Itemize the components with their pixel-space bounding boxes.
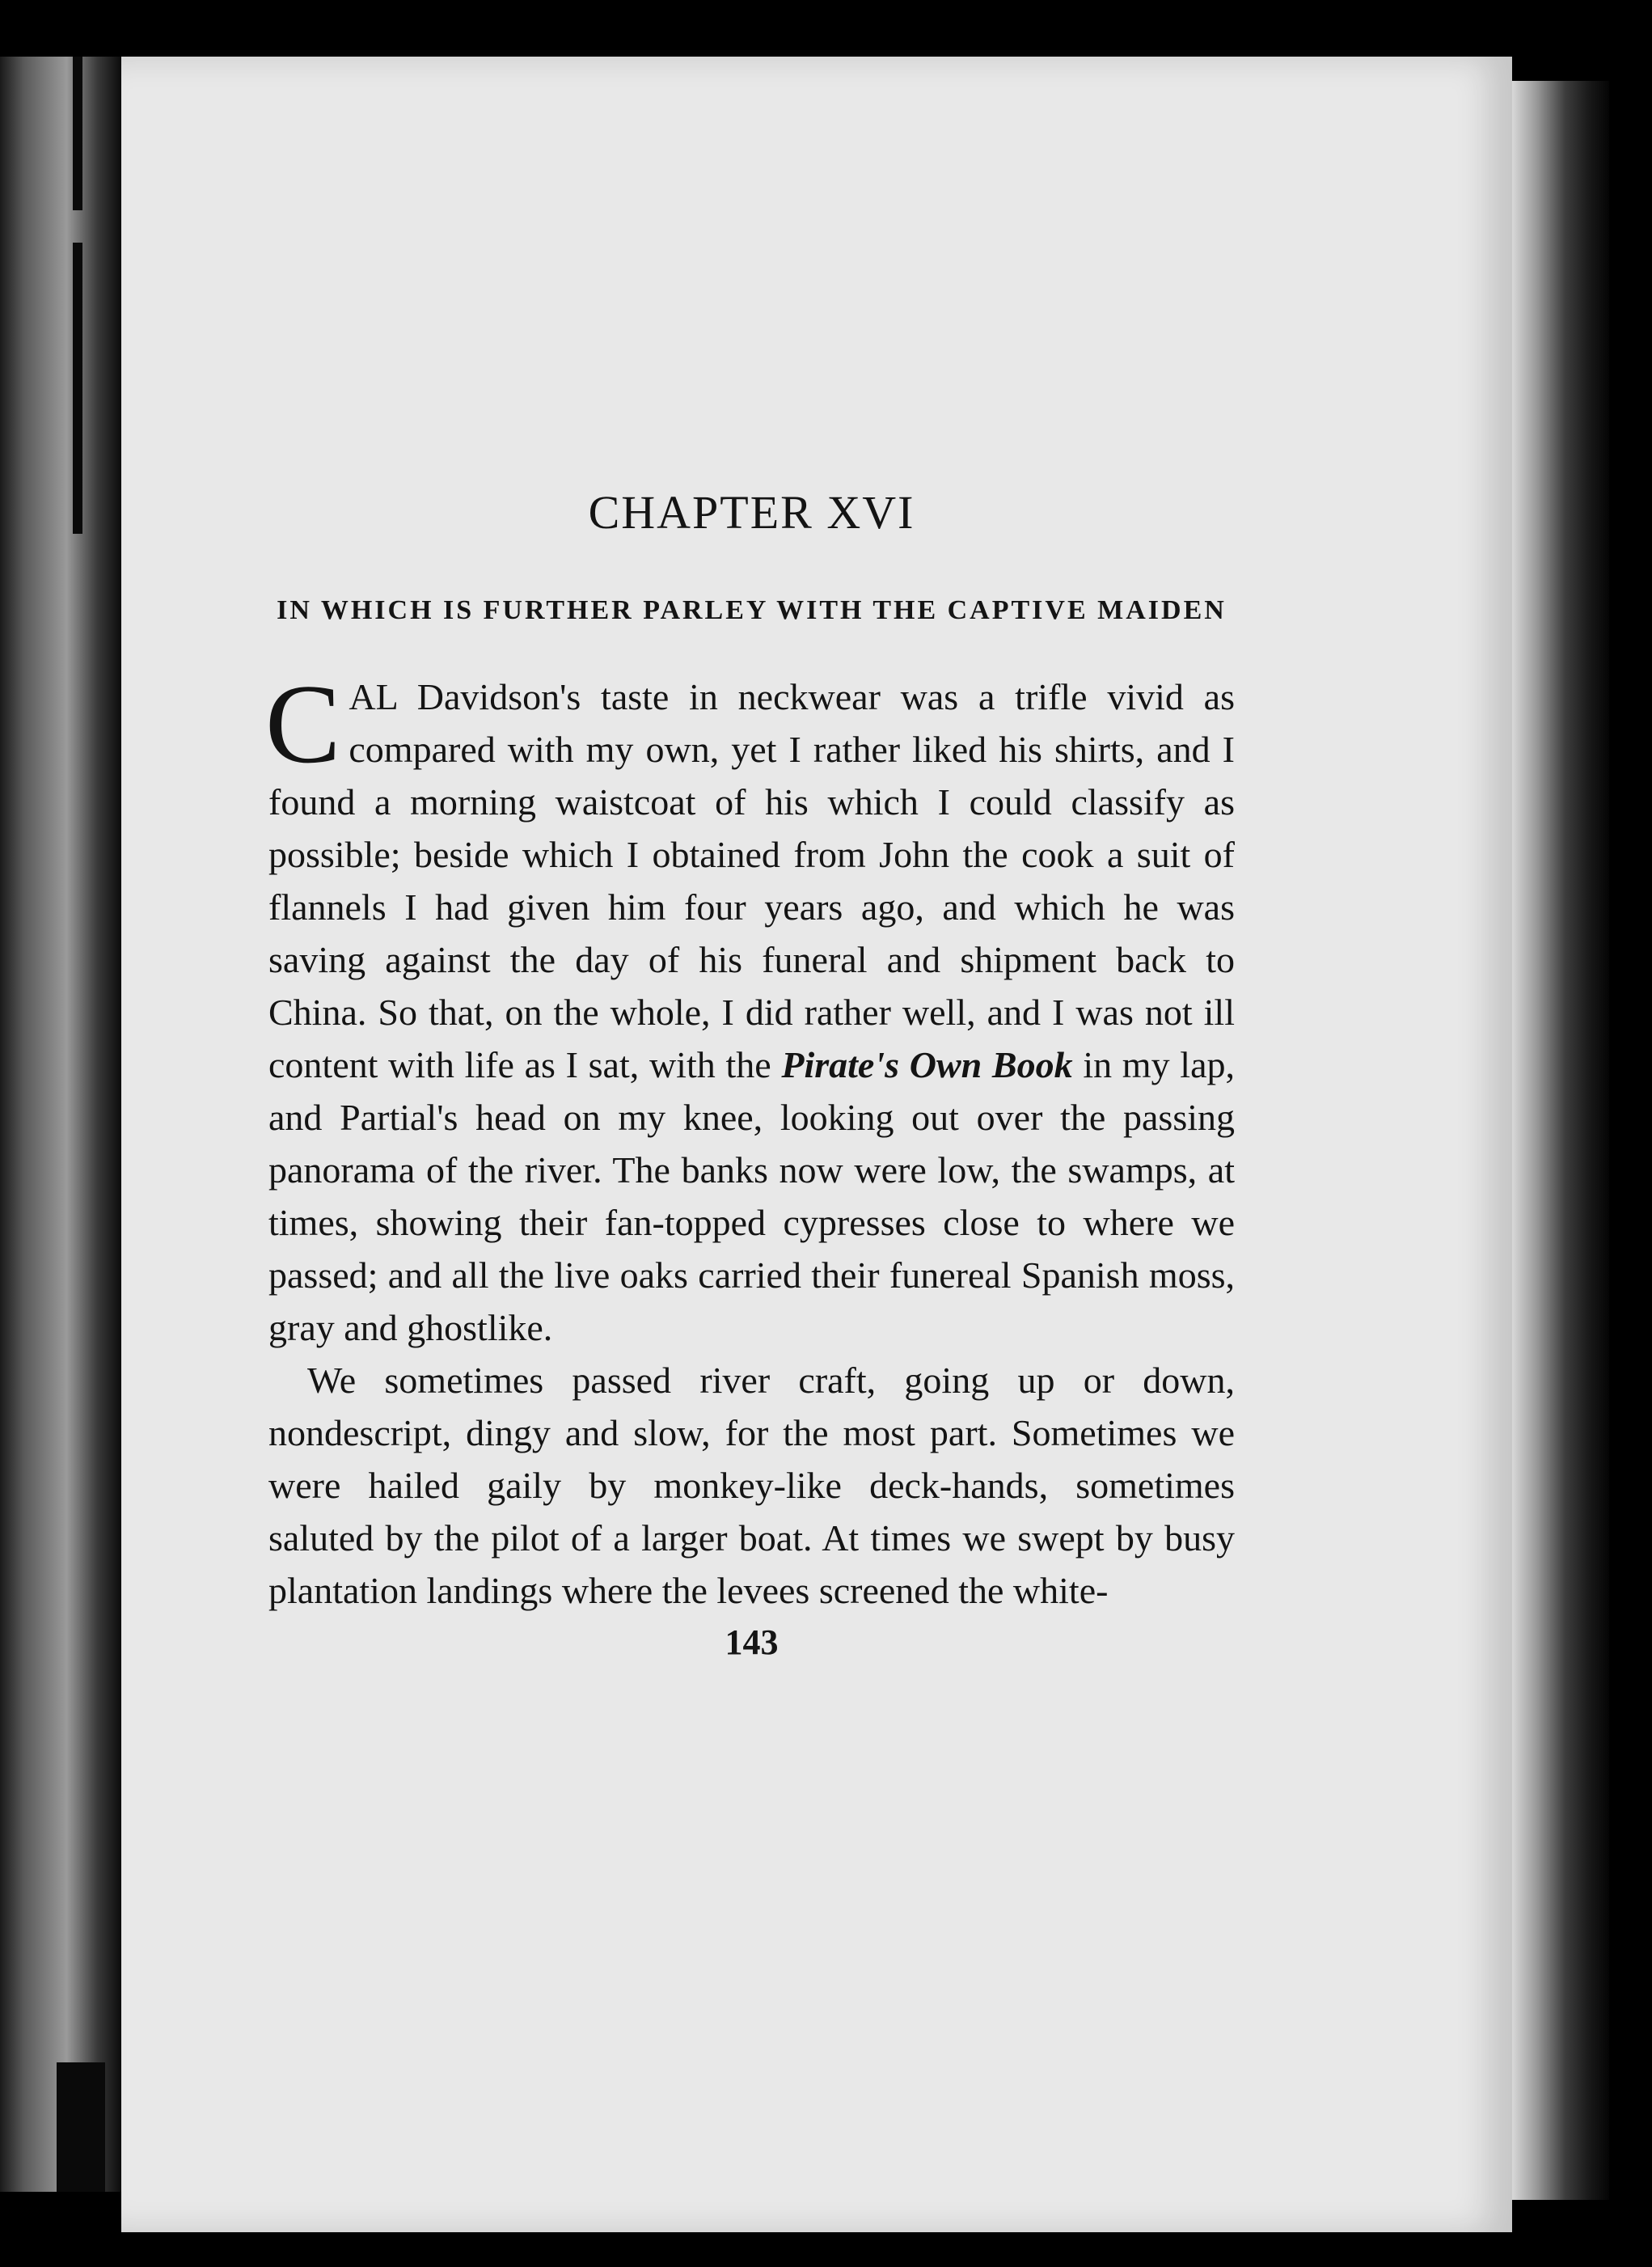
paragraph-2: We sometimes passed river craft, going up or down, nondescript, dingy and slow, for the most part. Sometimes we were hailed gaily by monkey-like deck-hands, sometimes saluted by the pilot of a larger boat. At times we swept by busy plantation landings where the levees screened the white- — [268, 1360, 1235, 1611]
paragraph-1-text-start: AL Davidson's taste in neckwear was a trifle vivid as compared with my own, yet I rather liked his shirts, and I found a morning waistcoat of his which I could classify as possible; beside which I obtained from John the cook a suit of flannels I had given him four years ago, and which he was saving against the day of his funeral and shipment back to China. So that, on the whole, I did rather well, and I was not ill content with life as I sat, with the — [268, 676, 1235, 1085]
left-edge-shadow-top — [73, 57, 82, 210]
page-content — [265, 485, 1235, 1663]
drop-cap: C — [265, 662, 341, 787]
paragraph-1 — [265, 662, 1235, 1354]
chapter-title: CHAPTER XVI — [588, 486, 915, 539]
left-page-edge — [0, 57, 121, 2192]
page-number: 143 — [725, 1622, 779, 1662]
paragraph-1-text-end: in my lap, and Partial's head on my knee, looking out over the passing panorama of the river. The banks now were low, the swamps, at times, showing their fan-topped cypresses close to where we passed; and all the live oaks carried their funereal Spanish moss, gray and ghostlike. — [268, 1044, 1235, 1348]
left-edge-shadow-bottom — [57, 2062, 105, 2192]
binding-gutter — [1512, 81, 1609, 2200]
left-edge-shadow-middle — [73, 243, 82, 534]
chapter-subtitle: IN WHICH IS FURTHER PARLEY WITH THE CAPTIVE MAIDEN — [277, 595, 1227, 625]
book-title-italic: Pirate's Own Book — [781, 1044, 1073, 1085]
